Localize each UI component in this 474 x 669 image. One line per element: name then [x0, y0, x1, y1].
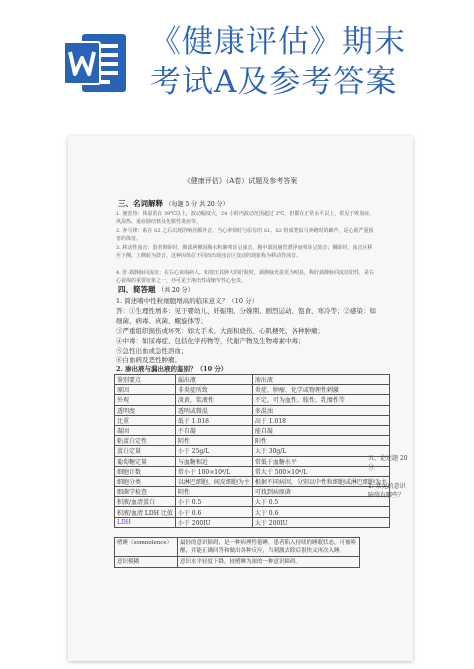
title-line-2: 考试A及参考答案	[150, 64, 398, 100]
consciousness-table	[114, 537, 360, 568]
answer-1-line-1: 答：①生理性增多：见于婴幼儿、妊娠期、分娩期、剧烈运动、饱食、寒冷等；②感染：如细菌、病毒、真菌、螺旋体等；	[116, 307, 376, 325]
answer-1-line-3: ④中毒：如尿毒症、包括化学药物等，代谢产物及生物毒素中毒；	[116, 337, 305, 345]
answer-1-line-4: ⑤急性出血或急性溶血；	[116, 347, 188, 355]
table-cell: 透明或微混	[175, 405, 252, 415]
table-row	[115, 497, 390, 507]
table-cell-desc: 意识水平轻度下降，较嗜睡为深的一种意识障碍。	[178, 557, 360, 568]
table-cell: 根据不同病因，分别以中性粒细胞或淋巴细胞为主	[252, 476, 389, 486]
table-header-cell: 漏出液	[175, 375, 252, 385]
answer-1-line-5: ⑥白血病及恶性肿瘤。	[116, 356, 181, 364]
table-cell: 大于 200IU	[252, 517, 389, 527]
table-cell-desc: 最轻的意识障碍，是一种病理性倦睡，患者陷入持续的睡眠状态，可被唤醒，并能正确回答和做出各种反应，当刺激去除后很快又再次入睡。	[178, 538, 360, 557]
table-row	[115, 436, 390, 446]
table-cell: 不定，可为血性、脓性、乳糜性等	[252, 395, 389, 405]
table-cell: 小于 0.5	[175, 497, 252, 507]
table-cell: 小于 25g/L	[175, 446, 252, 456]
page-title	[150, 22, 470, 102]
table-cell: 炎症、肿瘤、化学或物理性刺激	[252, 385, 389, 395]
table-header-cell: 渗出液	[252, 375, 389, 385]
table-row	[115, 456, 390, 466]
section-5-question-1: 1. 常见的意识障碍有哪些？	[368, 483, 406, 499]
table-cell: 与血糖相近	[175, 456, 252, 466]
table-row	[115, 395, 390, 405]
section-3-title: 三、名词解释	[118, 199, 163, 208]
table-row	[115, 425, 390, 435]
section-4-heading	[118, 284, 194, 295]
table-row	[115, 405, 390, 415]
table-row	[115, 507, 390, 517]
table-cell: 常小于 100×10⁶/L	[175, 466, 252, 476]
table-header-cell: 鉴别要点	[115, 375, 176, 385]
question-1: 1. 简述嗜中性粒细胞增高的临床意义？（10 分）	[116, 297, 259, 305]
title-line-1: 《健康评估》期末	[150, 24, 406, 60]
table-cell: 原因	[115, 385, 176, 395]
table-cell-term: 意识模糊	[115, 557, 178, 568]
table-cell: 能自凝	[252, 425, 389, 435]
table-cell: LDH	[115, 517, 176, 527]
table-cell: 小于 0.6	[175, 507, 252, 517]
section-4-title: 四、简答题	[118, 285, 156, 294]
table-cell: 细胞计数	[115, 466, 176, 476]
table-row	[115, 557, 360, 568]
section-3-heading	[118, 198, 229, 209]
table-cell: 透明度	[115, 405, 176, 415]
table-row	[115, 487, 390, 497]
definition-3: 3. 移动性浊音：患者仰卧时，腹部两侧因腹水积聚叩诊呈浊音，腹中部因肠管漂浮而叩诊呈鼓音；侧卧时，浊音区移至下侧，上侧转为鼓音。这种因体位不同而出现浊音区变动的现象称为移动性浊音。	[116, 245, 373, 259]
table-cell: 粘蛋白定性	[115, 436, 176, 446]
table-cell: 小于 200IU	[175, 517, 252, 527]
table-row	[115, 466, 390, 476]
table-row	[115, 446, 390, 456]
table-cell: 积液/血清 LDH 比值	[115, 507, 176, 517]
table-cell: 以淋巴细胞、间皮细胞为主	[175, 476, 252, 486]
table-cell: 低于 1.018	[175, 415, 252, 425]
table-cell: 可找到病原菌	[252, 487, 389, 497]
table-cell: 外观	[115, 395, 176, 405]
definition-1: 1. 施张热：体温常在 39℃以上，波动幅度大，24 小时内波动范围超过 2℃，但都在正常水平以上，常见于败血症、风湿热、重症肺结核及化脓性炎症等。	[116, 211, 375, 225]
table-cell: 多混浊	[252, 405, 389, 415]
table-cell: 淡黄，浆液性	[175, 395, 252, 405]
table-cell: 阴性	[175, 487, 252, 497]
table-cell: 大于 0.5	[252, 497, 389, 507]
header	[0, 0, 474, 135]
document-title: 《健康评估》（A卷）试题及参考答案	[183, 177, 298, 185]
table-cell: 蛋白定量	[115, 446, 176, 456]
table-cell-term: 嗜睡（somnolence）	[115, 538, 178, 557]
table-cell: 不自凝	[175, 425, 252, 435]
table-cell: 大于 0.6	[252, 507, 389, 517]
section-4-note: （共 20 分）	[158, 287, 194, 294]
table-cell: 大于 30g/L	[252, 446, 389, 456]
table-cell: 阳性	[252, 436, 389, 446]
table-row	[115, 476, 390, 486]
table-cell: 积液/血清蛋白	[115, 497, 176, 507]
section-5-heading: 五、论述题 20分	[368, 455, 408, 471]
exudate-transudate-table	[114, 374, 390, 528]
table-cell: 常低于血糖水平	[252, 456, 389, 466]
table-cell: 细胞分类	[115, 476, 176, 486]
table-cell: 葡萄糖定量	[115, 456, 176, 466]
table-cell: 细菌学检查	[115, 487, 176, 497]
definition-4: 4. 肝-颈静脉回流征：在右心衰竭病人，如按压其肿大的肝脏时，颈静脉充盈更为明显，称肝颈静脉回流征阳性，是右心衰竭的重要征象之一，亦可见于渗出性或缩窄性心包炎。	[116, 270, 375, 284]
table-cell: 阴性	[175, 436, 252, 446]
answer-1-line-2: ③严重组织损伤或坏死：如大手术、大面积烧伤、心肌梗死、各种肿瘤；	[116, 327, 324, 335]
table-row	[115, 517, 390, 527]
table-cell: 非炎症所致	[175, 385, 252, 395]
table-cell: 常大于 500×10⁶/L	[252, 466, 389, 476]
document-page	[68, 136, 413, 661]
table-row	[115, 415, 390, 425]
question-2: 2. 渗出液与漏出液的鉴别？（10 分）	[116, 365, 228, 373]
table-cell: 比重	[115, 415, 176, 425]
section-3-note: （每题 5 分 共 20 分）	[165, 201, 229, 208]
definition-2: 2. 奔马律：系在 S2 之后出现的响亮额外音，当心率快时与原有的 S1、S2 组成类似马奔跑时的蹄声，是心肌严重损害的体征。	[116, 228, 374, 242]
word-document-icon	[60, 28, 130, 98]
table-cell: 凝固	[115, 425, 176, 435]
table-header-row	[115, 375, 390, 385]
table-row	[115, 538, 360, 557]
table-cell: 高于 1.018	[252, 415, 389, 425]
table-row	[115, 385, 390, 395]
